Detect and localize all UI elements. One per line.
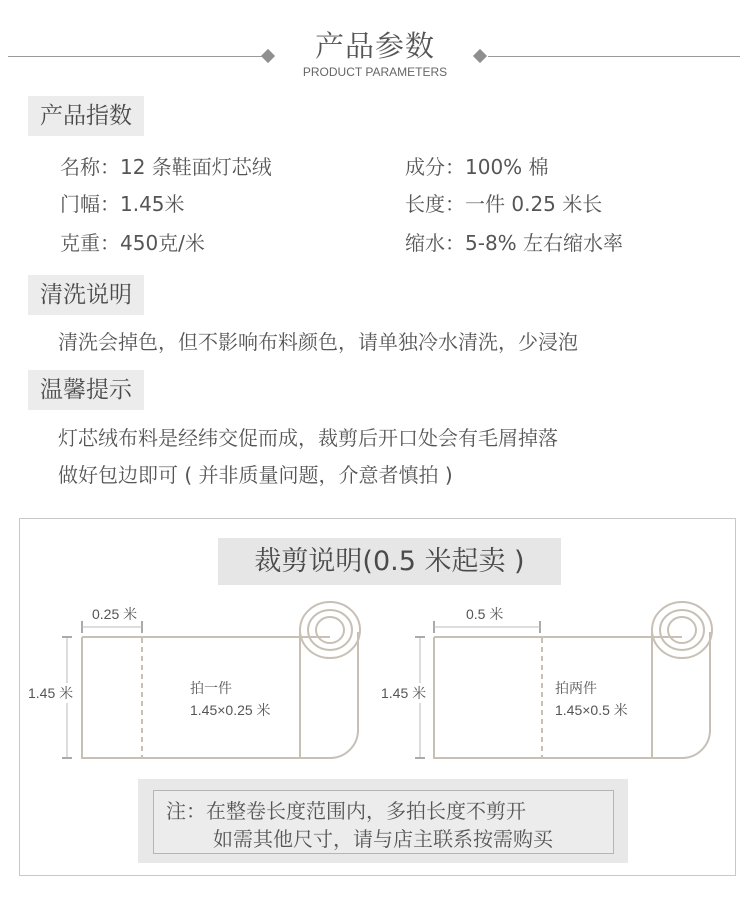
diagram-2-width-label: 0.5 米: [466, 606, 504, 622]
spec-weight: 克重：450克/米: [60, 231, 205, 255]
diagram-1-buy-label: 拍一件: [190, 680, 232, 696]
tips-line-2: 做好包边即可 ( 并非质量问题，介意者慎拍 ): [58, 463, 453, 487]
section-heading-tips: 温馨提示: [28, 370, 144, 410]
page-subtitle: PRODUCT PARAMETERS: [302, 65, 448, 79]
spec-shrinkage: 缩水：5-8% 左右缩水率: [405, 231, 624, 255]
spec-name: 名称：12 条鞋面灯芯绒: [60, 155, 272, 179]
diagram-1-width-label: 0.25 米: [92, 606, 138, 622]
spec-length: 长度：一件 0.25 米长: [405, 192, 603, 216]
tips-line-1: 灯芯绒布料是经纬交促而成，裁剪后开口处会有毛屑掉落: [58, 426, 558, 450]
diagram-2-buy-label: 拍两件: [555, 680, 597, 696]
diagram-1-size-label: 1.45×0.25 米: [190, 702, 271, 718]
wash-text: 清洗会掉色，但不影响布料颜色，请单独冷水清洗，少浸泡: [58, 330, 578, 354]
section-heading-index: 产品指数: [28, 96, 144, 136]
diagram-1-height-label: 1.45 米: [28, 685, 74, 701]
cutting-title: 裁剪说明(0.5 米起卖 ): [218, 538, 561, 585]
spec-composition: 成分：100% 棉: [405, 155, 549, 179]
note-line-2: 如需其他尺寸，请与店主联系按需购买: [213, 827, 553, 851]
diagram-2-size-label: 1.45×0.5 米: [555, 702, 628, 718]
section-heading-wash: 清洗说明: [28, 275, 144, 315]
note-line-1: 注：在整卷长度范围内，多拍长度不剪开: [166, 799, 526, 823]
spec-width: 门幅：1.45米: [60, 192, 185, 216]
page-title: 产品参数: [314, 29, 435, 63]
diagram-2-height-label: 1.45 米: [381, 685, 427, 701]
